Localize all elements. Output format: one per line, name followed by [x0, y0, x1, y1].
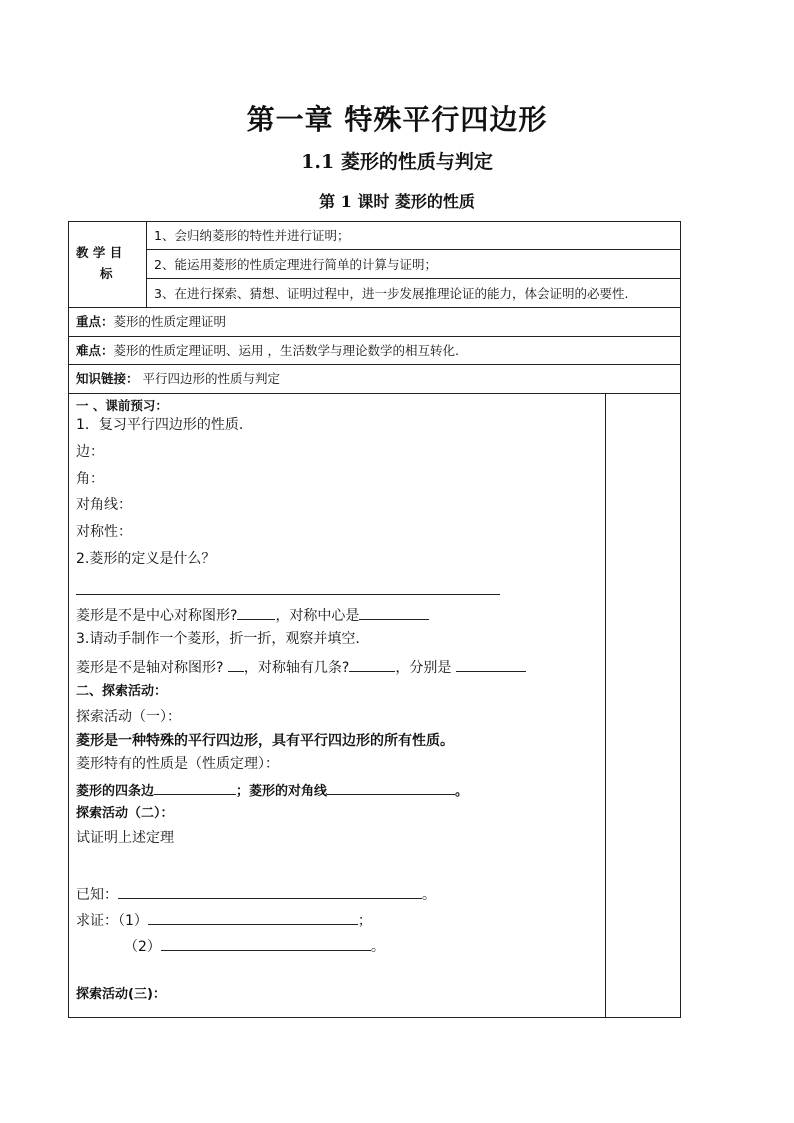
key-point-row	[76, 314, 226, 330]
answer-line[interactable]	[76, 594, 500, 595]
knowledge-link-row	[76, 371, 280, 387]
objectives-label-cont: 标	[100, 266, 113, 281]
prove-row-2	[124, 936, 385, 956]
known-end: 。	[422, 887, 436, 903]
blank[interactable]	[456, 657, 526, 672]
section-title: 1.1 菱形的性质与判定	[301, 151, 493, 173]
q1-side: 边：	[76, 444, 104, 460]
blank[interactable]	[148, 910, 358, 925]
objectives-label: 教 学 目	[76, 245, 123, 260]
blank[interactable]	[118, 884, 422, 899]
fill-diagonal: ；菱形的对角线	[236, 784, 328, 799]
section-preview-heading: 一 、课前预习：	[76, 398, 168, 413]
q3-axis-count: ，对称轴有几条?	[243, 660, 350, 676]
blank[interactable]	[349, 657, 395, 672]
activity-2-task: 试证明上述定理	[76, 830, 174, 846]
q2-center-question-b: ，对称中心是	[275, 608, 360, 624]
objective-item: 1、会归纳菱形的特性并进行证明；	[154, 228, 350, 243]
prove-row-1	[76, 910, 372, 930]
blank[interactable]	[327, 780, 455, 795]
section-explore-heading: 二、探索活动：	[76, 684, 168, 699]
activity-3-heading: 探索活动(三)：	[76, 987, 166, 1002]
prove-label-2: （2）	[124, 939, 161, 955]
blank[interactable]	[359, 605, 429, 620]
key-point-label: 重点：	[76, 314, 114, 329]
key-point-text: 菱形的性质定理证明	[113, 314, 227, 329]
known-row	[76, 884, 436, 904]
q3-axis-question: 菱形是不是轴对称图形?	[76, 660, 228, 676]
lesson-title: 第 1 课时 菱形的性质	[319, 192, 475, 211]
q1-symmetry: 对称性：	[76, 524, 132, 540]
difficulty-text: 菱形的性质定理证明、运用 ，生活数学与理论数学的相互转化.	[113, 343, 459, 358]
known-label: 已知：	[76, 887, 118, 903]
prove-end-2: 。	[370, 939, 385, 955]
blank[interactable]	[161, 936, 371, 951]
q3-axis-which: ，分别是	[395, 660, 456, 676]
blank[interactable]	[154, 780, 236, 795]
question-1: 1．复习平行四边形的性质.	[76, 417, 244, 433]
knowledge-link-text: 平行四边形的性质与判定	[138, 371, 280, 386]
difficulty-label: 难点：	[76, 343, 114, 358]
knowledge-link-label: 知识链接：	[76, 371, 139, 386]
activity-1-fill-row	[76, 780, 468, 801]
objective-item: 2、能运用菱形的性质定理进行简单的计算与证明；	[154, 257, 437, 272]
question-3: 3.请动手制作一个菱形，折一折，观察并填空.	[76, 631, 360, 647]
q2-center-question: 菱形是不是中心对称图形?	[76, 608, 238, 624]
activity-2-heading: 探索活动（二）：	[76, 806, 174, 821]
blank[interactable]	[237, 605, 275, 620]
objective-item: 3、在进行探索、猜想、证明过程中，进一步发展推理论证的能力，体会证明的必要性.	[154, 286, 629, 301]
activity-1-property: 菱形特有的性质是（性质定理）：	[76, 756, 279, 772]
q1-angle: 角：	[76, 471, 104, 487]
activity-1-statement: 菱形是一种特殊的平行四边形，具有平行四边形的所有性质。	[76, 733, 454, 749]
blank[interactable]	[228, 657, 244, 672]
chapter-title: 第一章 特殊平行四边形	[246, 103, 548, 136]
question-2: 2.菱形的定义是什么？	[76, 551, 216, 567]
fill-end: 。	[455, 784, 469, 799]
fill-sides: 菱形的四条边	[76, 784, 155, 799]
prove-end-1: ；	[357, 913, 372, 929]
difficulty-row	[76, 343, 459, 359]
prove-label: 求证：（1）	[76, 913, 148, 929]
q3-axis-row	[76, 657, 526, 677]
q2-center-row	[76, 605, 429, 625]
q1-diagonal: 对角线：	[76, 497, 132, 513]
activity-1-heading: 探索活动（一）：	[76, 709, 181, 725]
